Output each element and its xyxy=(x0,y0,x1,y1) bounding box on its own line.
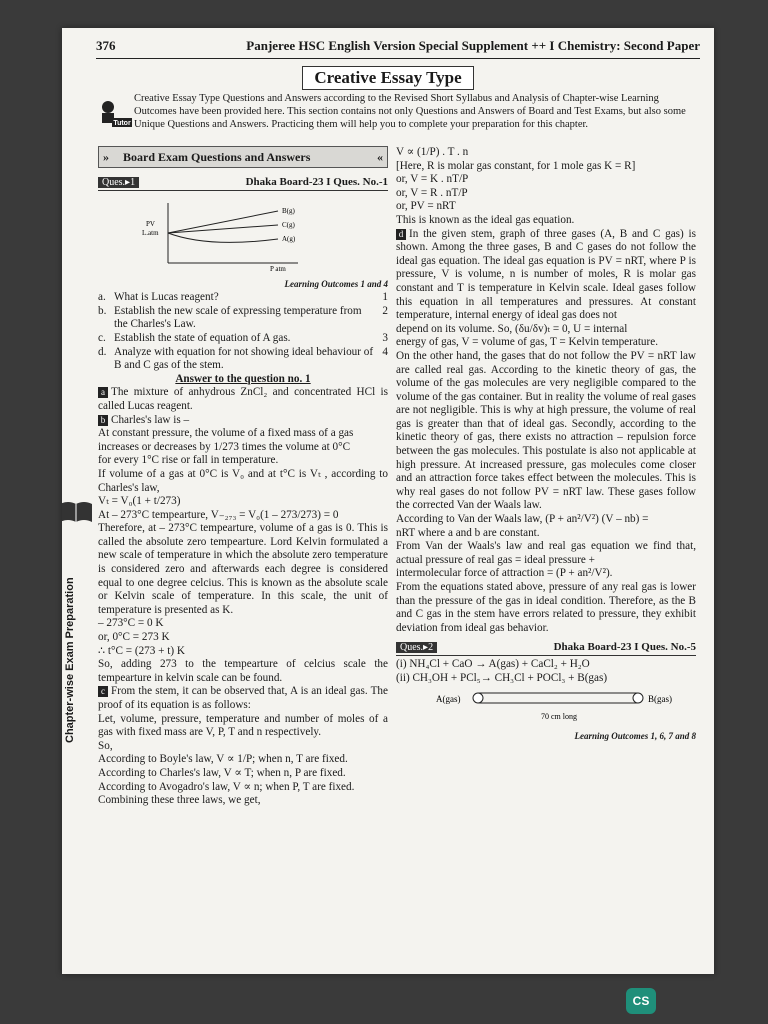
ideal-gas-derivation xyxy=(396,146,696,228)
double-chevron-left-icon: « xyxy=(377,150,383,164)
question-item xyxy=(98,305,388,332)
learning-outcomes: Learning Outcomes 1 and 4 xyxy=(284,278,388,289)
label-c: C(g) xyxy=(282,221,295,229)
answer-d-line: depend on its volume. So, (δu/δv)ₜ = 0, U = internal xyxy=(396,322,628,335)
question-bar-2 xyxy=(396,639,696,656)
question-item-letter: c. xyxy=(98,331,106,344)
answer-c-line: According to Charles's law, V ∝ T; when n, P are fixed. xyxy=(98,766,346,779)
question-item-text: Establish the state of equation of A gas. xyxy=(114,331,291,344)
question-number-2: Ques.▸2 xyxy=(396,642,437,653)
answer-d-line: On the other hand, the gases that do not follow the PV = nRT law are called real gas. According to the kinetic theory of gas, the volume of the gas molecules are very negligible compared to the volume of the gas container. But in reality the volume of real gases are not negligible. This is why at high pressure, the volume of real gas is greater than that of ideal gas. Secondly, according to the kinetic theory of gas, there exists no attraction – repulsion force between the gas molecules. This postulate is also not applicable at high pressure. At increased pressure, gas molecules come closer and an attraction force takes effect between the molecules. This is why real gases do not follow PV = nRT law. These gases follow the corrected Van der Waals law. xyxy=(396,349,696,512)
answer-b-line: – 273°C = 0 K xyxy=(98,617,164,630)
answer-b-line: If volume of a gas at 0°C is V₀ and at t°C is Vₜ , according to Charles's law, xyxy=(98,467,388,494)
question-item-marks: 3 xyxy=(382,331,388,344)
answer-c-line: So, xyxy=(98,739,113,752)
double-chevron-icon: » xyxy=(103,150,109,164)
label-x: P atm xyxy=(270,265,286,273)
derivation-line: or, V = R . nT/P xyxy=(396,186,468,199)
answer-b-line: At – 273°C tempearture, V₋₂₇₃ = V₀(1 – 273/273) = 0 xyxy=(98,508,339,521)
page-number: 376 xyxy=(96,38,116,53)
left-column xyxy=(98,146,388,808)
answer-d-line: From the equations stated above, pressure of any real gas is lower than the pressure of the gas in ideal condition. Therefore, as the B and C gas in the stem have errors related to pressure, they exhibit deviation from ideal gas behavior. xyxy=(396,581,696,634)
derivation-line: V ∝ (1/P) . T . n xyxy=(396,146,469,158)
reaction-1: (i) NH₄Cl + CaO → A(gas) + CaCl₂ + H₂O xyxy=(396,658,590,671)
question-item-text: Analyze with equation for not showing ideal behaviour of B and C gas of the stem. xyxy=(114,345,374,372)
side-label xyxy=(62,508,90,768)
reaction-2: (ii) CH₃OH + PCl₅→ CH₃Cl + POCl₃ + B(gas) xyxy=(396,671,608,684)
question-item-text: Establish the new scale of expressing temperature from the Charles's Law. xyxy=(114,304,362,331)
right-column xyxy=(396,146,696,744)
answer-b-line: ∴ t°C = (273 + t) K xyxy=(98,644,185,657)
intro-text: Creative Essay Type Questions and Answers according to the Revised Short Syllabus and Analysis of Chapter-wise Learning Outcomes have been provided here. This section contains not only Questions and Answers of Board and Test Exams, but also some Unique Questions and Answers. Practicing them will help you to complete your preparation for this chapter. xyxy=(134,93,686,130)
answer-d-line: d In the given stem, graph of three gases (A, B and C gas) is shown. Among the three gases, B and C gases do not follow the ideal gas equation. The ideal gas equation is PV = nRT, where P is pressure, V is volume, n is number of moles, R is molar gas constant and T is temperature in Kelvin scale. Ideal gases follow this equation in all temperatures and pressures. At constant temperature, internal energy of ideal gas does not xyxy=(396,227,696,322)
question-item xyxy=(98,291,388,305)
answer-b-line: or, 0°C = 273 K xyxy=(98,631,170,644)
tutor-icon xyxy=(98,98,132,128)
label-yunit: L.atm xyxy=(142,229,159,237)
derivation-line: or, PV = nRT xyxy=(396,200,456,213)
line-c xyxy=(168,225,278,233)
question-item-marks: 4 xyxy=(382,345,388,358)
answer-d-line: According to Van der Waals law, (P + an²/V²) (V – nb) = xyxy=(396,513,649,526)
answer-d-line: From Van der Waals's law and real gas equation we find that, actual pressure of real gas = ideal pressure + xyxy=(396,540,696,566)
board-reference: Dhaka Board-23 I Ques. No.-1 xyxy=(245,176,388,188)
answer-b-body xyxy=(98,427,388,685)
question-item-letter: a. xyxy=(98,291,106,304)
line-b xyxy=(168,211,278,233)
answer-b-line: So, adding 273 to the tempearture of celcius scale the tempearture in kelvin scale can be found. xyxy=(98,658,388,684)
derivation-line: or, V = K . nT/P xyxy=(396,173,469,186)
question-item-letter: d. xyxy=(98,345,107,358)
answer-d-line: energy of gas, V = volume of gas, T = Kelvin temperature. xyxy=(396,336,659,349)
question-item-letter: b. xyxy=(98,304,107,317)
answer-a: a The mixture of anhydrous ZnCl₂ and concentrated HCl is called Lucas reagent. xyxy=(98,386,388,412)
answer-b-line: for every 1°C rise or fall in temperature. xyxy=(98,454,279,467)
diffusion-tube xyxy=(396,686,696,726)
question-item-marks: 1 xyxy=(382,291,388,304)
label-y: PV xyxy=(146,220,155,228)
answer-c-body xyxy=(98,685,388,807)
camscanner-badge: CS xyxy=(626,988,656,1014)
tube-length: 70 cm long xyxy=(541,711,577,721)
answer-c-line: Let, volume, pressure, temperature and number of moles of a gas with fixed mass are V, P, T and n respectively. xyxy=(98,712,388,739)
derivation-line: This is known as the ideal gas equation. xyxy=(396,213,575,226)
answer-d-line: nRT where a and b are constant. xyxy=(396,526,540,539)
tube-left-label: A(gas) xyxy=(436,693,461,704)
answer-d-body xyxy=(396,228,696,636)
derivation-line: [Here, R is molar gas constant, for 1 mole gas K = R] xyxy=(396,159,636,172)
answer-c-line: Combining these three laws, we get, xyxy=(98,794,261,807)
question-items xyxy=(98,291,388,373)
label-b: B(g) xyxy=(282,207,295,215)
running-header xyxy=(96,36,700,59)
answer-b-line: At constant pressure, the volume of a fixed mass of a gas xyxy=(98,427,354,440)
tutor-label: Tutor xyxy=(113,120,131,127)
document-page xyxy=(62,28,714,974)
answer-b-line: Therefore, at – 273°C tempearture, volume of a gas is 0. This is called the absolute zero tempearture. Lord Kelvin formulated a new scale of temperature in which the absolute zero temperature is considered zero and afterwards each degree is considered equal to one degree celcius. This is known as the absolute scale or Kelvin scale of temperature. In this scale, the unit of temperature is presented as K. xyxy=(98,522,388,616)
answer-b-line: increases or decreases by 1/273 times the volume at 0°C xyxy=(98,440,351,453)
question-item-marks: 2 xyxy=(382,304,388,317)
question-item-text: What is Lucas reagent? xyxy=(114,291,219,304)
answer-title: Answer to the question no. 1 xyxy=(175,372,311,385)
board-reference-2: Dhaka Board-23 I Ques. No.-5 xyxy=(553,641,696,654)
learning-outcomes-2: Learning Outcomes 1, 6, 7 and 8 xyxy=(574,731,696,742)
answer-c-line: According to Boyle's law, V ∝ 1/P; when n, T are fixed. xyxy=(98,753,348,766)
tube-right-label: B(gas) xyxy=(648,693,672,704)
question-item xyxy=(98,346,388,373)
question-bar xyxy=(98,174,388,191)
question-number: Ques.▸1 xyxy=(98,177,139,188)
line-a xyxy=(168,233,278,242)
board-heading: » Board Exam Questions and Answers « xyxy=(98,146,388,168)
answer-c-line: c From the stem, it can be observed that, A is an ideal gas. The proof of its equation is as follows: xyxy=(98,685,388,711)
answer-b-line: Vₜ = V₀(1 + t/273) xyxy=(98,495,181,508)
answer-c-line: According to Avogadro's law, V ∝ n; when P, T are fixed. xyxy=(98,780,355,793)
section-title: Creative Essay Type xyxy=(302,66,474,90)
answer-d-line: intermolecular force of attraction = (P + an²/V²). xyxy=(396,567,613,580)
pv-graph xyxy=(98,193,388,273)
side-label-text: Chapter-wise Exam Preparation xyxy=(64,577,76,743)
question-item xyxy=(98,332,388,346)
label-a: A(g) xyxy=(282,235,296,243)
book-title: Panjeree HSC English Version Special Supplement ++ I Chemistry: Second Paper xyxy=(246,38,700,53)
answer-b-head: b Charles's law is – xyxy=(98,414,388,428)
